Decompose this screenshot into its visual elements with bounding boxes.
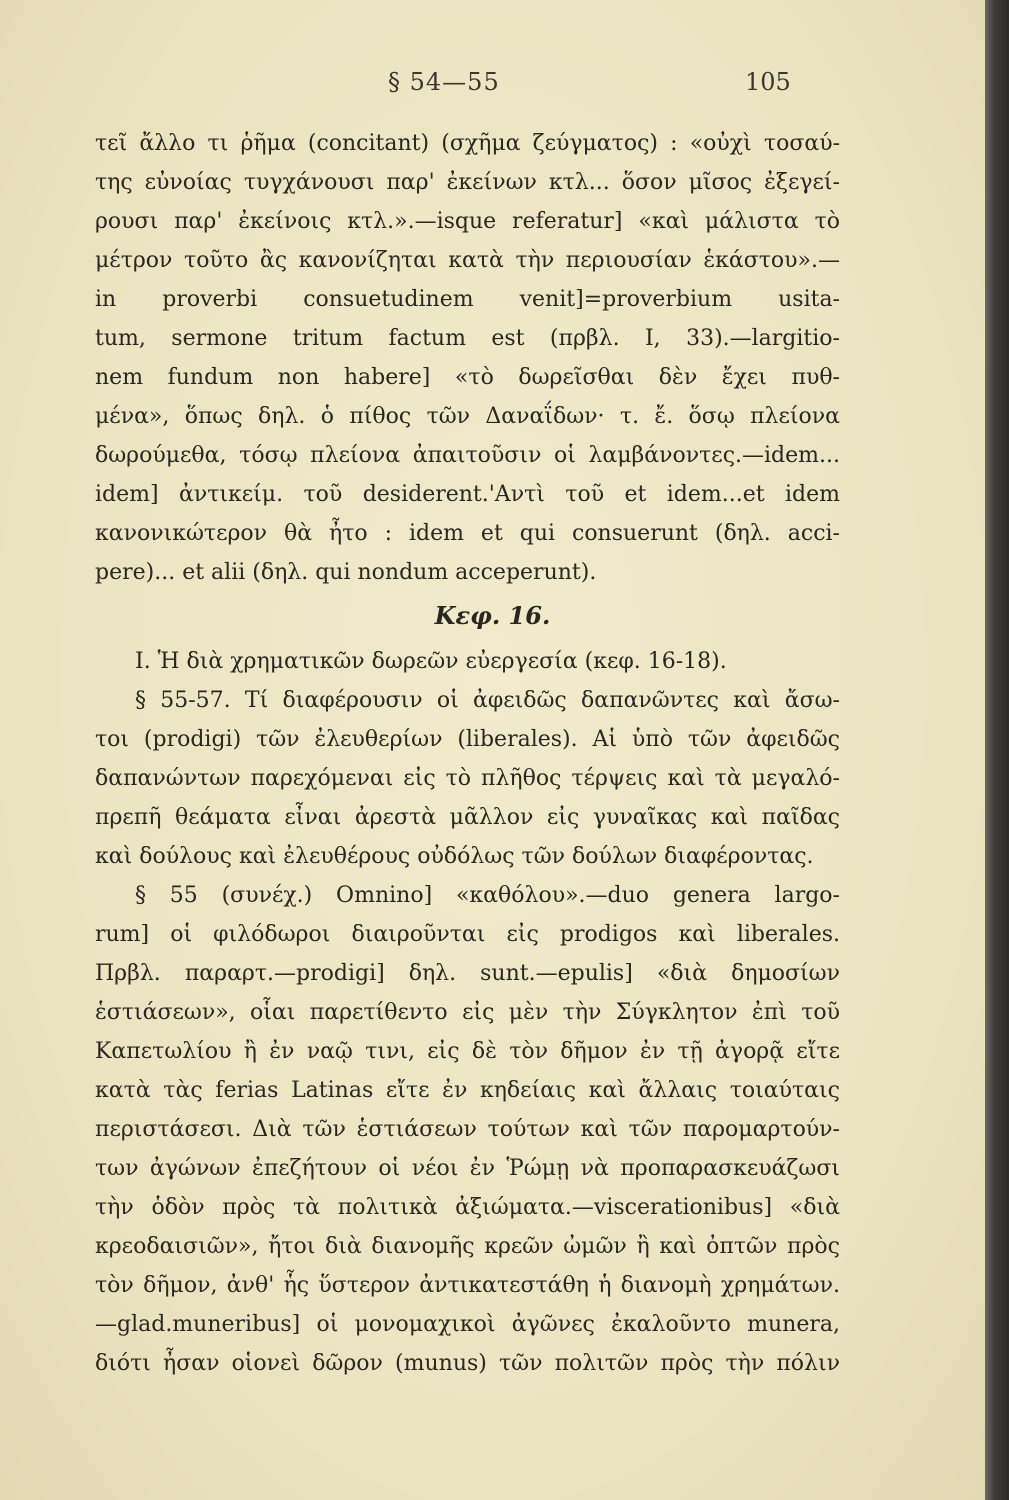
text-line: τὴν ὁδὸν πρὸς τὰ πολιτικὰ ἀξιώματα.—viscerationibus] «διὰ [95,1195,840,1220]
text-line: pere)... et alii (δηλ. qui nondum acceperunt). [95,560,597,585]
text-line: δωρούμεθα, τόσῳ πλείονα ἀπαιτοῦσιν οἱ λαμβάνοντες.—idem... [95,443,840,468]
text-line: τεῖ ἄλλο τι ῥῆμα (concitant) (σχῆμα ζεύγματος) : «οὐχὶ τοσαύ- [95,131,840,156]
text-line: —glad.muneribus] οἱ μονομαχικοὶ ἀγῶνες ἐκαλοῦντο munera, [95,1312,840,1337]
text-line: rum] οἱ φιλόδωροι διαιροῦνται εἰς prodigos καὶ liberales. [95,922,840,947]
text-line: Πρβλ. παραρτ.—prodigi] δηλ. sunt.—epulis] «διὰ δημοσίων [95,961,840,986]
section-reference: § 54—55 [388,68,500,96]
book-spine [985,0,1009,1500]
text-line: I. Ἡ διὰ χρηματικῶν δωρεῶν εὐεργεσία (κεφ. 16-18). [135,649,727,674]
commentary-block-2 [95,642,840,1383]
text-line: μέτρον τοῦτο ἂς κανονίζηται κατὰ τὴν περιουσίαν ἑκάστου».— [95,248,840,273]
text-line: των ἀγώνων ἐπεζήτουν οἱ νέοι ἐν Ῥώμῃ νὰ προπαρασκευάζωσι [95,1156,840,1181]
text-line: μένα», ὅπως δηλ. ὁ πίθος τῶν Δαναΐδων· τ. ἔ. ὅσῳ πλείονα [95,404,840,429]
text-line: Καπετωλίου ἢ ἐν ναῷ τινι, εἰς δὲ τὸν δῆμον ἐν τῇ ἀγορᾷ εἴτε [95,1039,840,1064]
text-line: in proverbi consuetudinem venit]=proverbium usita- [95,287,840,312]
text-line: idem] ἀντικείμ. τοῦ desiderent.'Αντὶ τοῦ et idem...et idem [95,482,840,507]
commentary-block-1 [95,124,840,592]
text-line: ρουσι παρ' ἐκείνοις κτλ.».—isque referatur] «καὶ μάλιστα τὸ [95,209,840,234]
running-header [0,68,985,104]
text-line: δαπανώντων παρεχόμεναι εἰς τὸ πλῆθος τέρψεις καὶ τὰ μεγαλό- [95,766,840,791]
text-line: ἑστιάσεων», οἷαι παρετίθεντο εἰς μὲν τὴν Σύγκλητον ἐπὶ τοῦ [95,1000,840,1025]
text-line: nem fundum non habere] «τὸ δωρεῖσθαι δὲν ἔχει πυθ- [95,365,840,390]
text-line: τὸν δῆμον, ἀνθ' ἧς ὕστερον ἀντικατεστάθη ἡ διανομὴ χρημάτων. [95,1273,840,1298]
text-line: διότι ἦσαν οἱονεὶ δῶρον (munus) τῶν πολιτῶν πρὸς τὴν πόλιν [95,1351,840,1376]
text-line: τοι (prodigi) τῶν ἐλευθερίων (liberales). Αἱ ὑπὸ τῶν ἀφειδῶς [95,727,840,752]
chapter-heading: Κεφ. 16. [434,601,551,630]
text-line: κανονικώτερον θὰ ἦτο : idem et qui consuerunt (δηλ. acci- [95,521,840,546]
text-line: § 55 (συνέχ.) Omnino] «καθόλου».—duo genera largo- [135,883,840,908]
text-line: πρεπῆ θεάματα εἶναι ἀρεστὰ μᾶλλον εἰς γυναῖκας καὶ παῖδας [95,805,840,830]
page-number: 105 [745,68,791,96]
text-line: κρεοδαισιῶν», ἤτοι διὰ διανομῆς κρεῶν ὠμῶν ἢ καὶ ὀπτῶν πρὸς [95,1234,840,1259]
text-line: tum, sermone tritum factum est (πρβλ. I, 33).—largitio- [95,326,840,351]
text-line: καὶ δούλους καὶ ἐλευθέρους οὐδόλως τῶν δούλων διαφέροντας. [95,844,814,869]
text-line: περιστάσεσι. Διὰ τῶν ἑστιάσεων τούτων καὶ τῶν παρομαρτούν- [95,1117,840,1142]
text-line: κατὰ τὰς ferias Latinas εἴτε ἐν κηδείαις καὶ ἄλλαις τοιαύταις [95,1078,840,1103]
text-line: της εὐνοίας τυγχάνουσι παρ' ἐκείνων κτλ... ὅσον μῖσος ἐξεγεί- [95,170,840,195]
text-line: § 55-57. Τί διαφέρουσιν οἱ ἀφειδῶς δαπανῶντες καὶ ἄσω- [135,688,840,713]
